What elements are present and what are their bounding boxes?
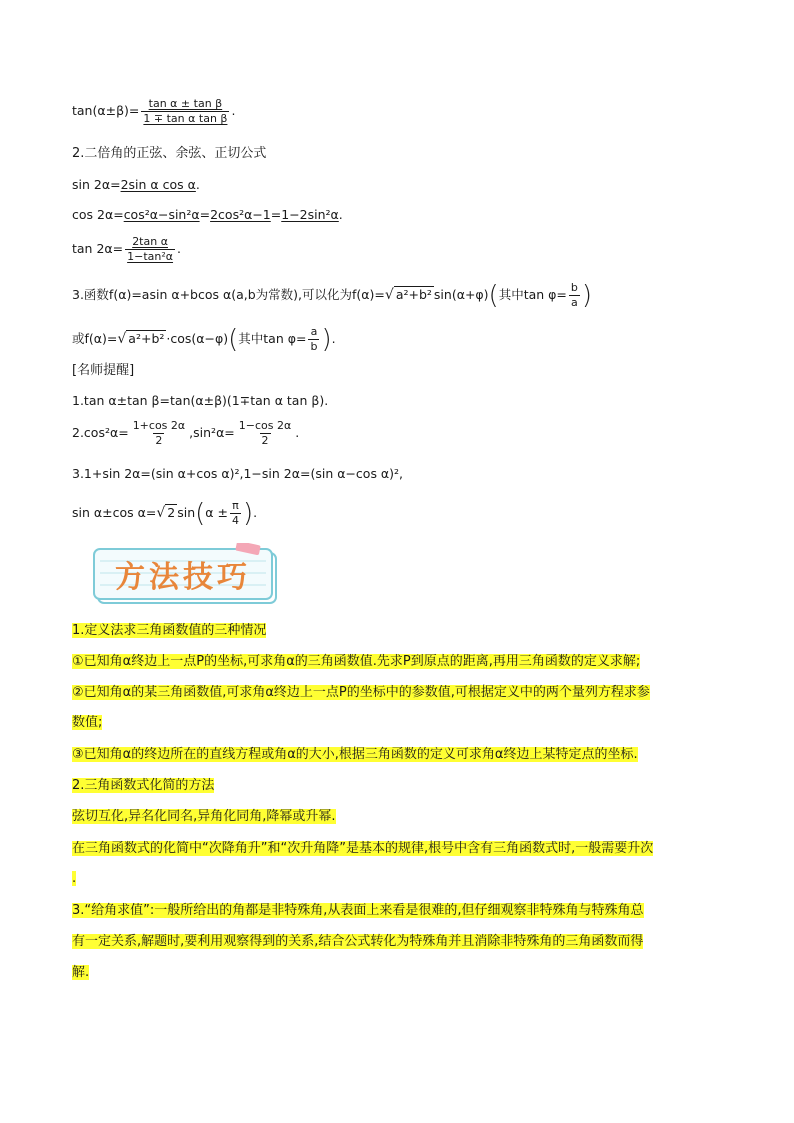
- tip-3: 3.1+sin 2α=(sin α+cos α)²,1−sin 2α=(sin α−cos α)²,: [72, 466, 404, 481]
- formula-text: .: [338, 207, 343, 222]
- tip-heading: [名师提醒]: [72, 363, 135, 378]
- highlight-text: ①已知角α终边上一点P的坐标,可求角α的三角函数值.先求P到原点的距离,再用三角函数的定义求解;: [72, 654, 641, 669]
- formula-text: ·cos(α−φ): [166, 331, 229, 346]
- formula-text: tan(α±β)=: [72, 103, 140, 118]
- fraction-denominator: 1 ∓ tan α tan β: [143, 112, 228, 125]
- formula-text: .: [295, 425, 300, 440]
- fraction: [237, 420, 293, 447]
- formula-blank: 2cos²α−1: [210, 207, 271, 222]
- formula-blank: 2sin α cos α: [120, 177, 196, 192]
- tan2-formula: [72, 236, 181, 263]
- left-paren: (: [228, 324, 239, 355]
- method-item-1: [72, 651, 640, 673]
- left-paren: (: [488, 280, 499, 311]
- sqrt-icon: √: [156, 505, 166, 521]
- method-item-6-end: [72, 962, 89, 984]
- formula-blank: 1−2sin²α: [281, 207, 339, 222]
- sqrt-icon: √: [117, 331, 127, 347]
- method-item-3: [72, 744, 638, 766]
- fraction-numerator: b: [570, 281, 578, 294]
- fraction-numerator: π: [232, 499, 239, 512]
- formula-text: tan 2α=: [72, 241, 124, 256]
- formula-text: 2.cos²α=: [72, 425, 129, 440]
- method-item-2-cont: [72, 712, 102, 734]
- highlight-text: ②已知角α的某三角函数值,可求角α终边上一点P的坐标中的参数值,可根据定义中的两个量列方程求参: [72, 685, 650, 700]
- tip-1: 1.tan α±tan β=tan(α±β)(1∓tan α tan β).: [72, 393, 329, 408]
- fraction-numerator: 1−cos 2α: [238, 419, 292, 432]
- highlight-text: 弦切互化,异名化同名,异角化同角,降幂或升幂.: [72, 809, 336, 824]
- highlight-text: ③已知角α的终边所在的直线方程或角α的大小,根据三角函数的定义可求角α终边上某特定点的坐标.: [72, 747, 638, 762]
- formula-text: 或f(α)=: [72, 331, 118, 346]
- formula-text: 其中tan φ=: [238, 331, 307, 346]
- right-paren: ): [581, 280, 593, 311]
- formula-text: sin α±cos α=: [72, 505, 157, 520]
- formula-text: .: [177, 241, 182, 256]
- highlight-text: 有一定关系,解题时,要利用观察得到的关系,结合公式转化为特殊角并且消除非特殊角的三角函数而得: [72, 934, 644, 949]
- cos2-formula: [72, 206, 343, 224]
- fraction: [125, 236, 175, 263]
- highlight-text: 2.三角函数式化简的方法: [72, 778, 215, 793]
- radicand: a²+b²: [395, 287, 432, 302]
- tip-4: [72, 500, 257, 527]
- formula-text: .: [195, 177, 200, 192]
- fraction: [308, 326, 319, 353]
- formula-text: =: [199, 207, 211, 222]
- formula-text: sin: [177, 505, 196, 520]
- section-heading-double-angle: 2.二倍角的正弦、余弦、正切公式: [72, 146, 267, 161]
- tan-sum-formula: [72, 98, 235, 125]
- method-heading-1: [72, 620, 266, 642]
- formula-text: 3.函数f(α)=asin α+bcos α(a,b为常数),可以化为f(α)=: [72, 287, 385, 302]
- fraction-numerator: 1+cos 2α: [132, 419, 186, 432]
- fraction: [230, 500, 241, 527]
- formula-text: sin 2α=: [72, 177, 121, 192]
- method-heading-2: [72, 775, 214, 797]
- fraction: [569, 282, 580, 309]
- method-item-5-cont: [72, 868, 76, 890]
- sqrt-icon: √: [384, 287, 394, 303]
- method-item-6: [72, 900, 644, 922]
- fraction-denominator: a: [571, 296, 578, 309]
- right-paren: ): [321, 324, 332, 355]
- formula-text: .: [331, 331, 336, 346]
- fraction-numerator: tan α ± tan β: [148, 97, 223, 110]
- formula-text: =: [270, 207, 282, 222]
- fraction-denominator: 4: [231, 514, 239, 527]
- radicand: 2: [167, 505, 176, 520]
- fraction-denominator: 1−tan²α: [127, 250, 174, 263]
- highlight-text: 在三角函数式的化简中“次降角升”和“次升角降”是基本的规律,根号中含有三角函数式时,一般需要升次: [72, 841, 654, 856]
- fraction-numerator: 2tan α: [132, 235, 168, 248]
- method-item-6-cont: [72, 931, 643, 953]
- tip-2: [72, 420, 299, 447]
- highlight-text: 解.: [72, 965, 90, 980]
- right-paren: ): [242, 498, 254, 529]
- formula-text: α ±: [205, 505, 228, 520]
- highlight-text: .: [72, 871, 77, 886]
- formula-text: cos 2α=: [72, 207, 124, 222]
- highlight-text: 数值;: [72, 715, 103, 730]
- fraction-numerator: a: [310, 325, 318, 338]
- fraction-denominator: 2: [155, 434, 163, 447]
- formula-text: 其中tan φ=: [498, 287, 567, 302]
- radicand: a²+b²: [128, 331, 165, 346]
- highlight-text: 3.“给角求值”:一般所给出的角都是非特殊角,从表面上来看是很难的,但仔细观察非特殊角与特殊角总: [72, 903, 644, 918]
- auxiliary-angle-formula-1: [72, 282, 592, 309]
- left-paren: (: [195, 498, 206, 529]
- fraction: [141, 98, 229, 125]
- method-item-5: [72, 838, 653, 860]
- method-item-4: [72, 806, 336, 828]
- method-banner: [86, 543, 280, 605]
- formula-text: ,sin²α=: [189, 425, 235, 440]
- formula-text: .: [231, 103, 236, 118]
- formula-text: .: [253, 505, 258, 520]
- fraction-denominator: 2: [261, 434, 269, 447]
- banner-title: 方法技巧: [115, 560, 251, 595]
- method-item-2: [72, 682, 650, 704]
- highlight-text: 1.定义法求三角函数值的三种情况: [72, 623, 267, 638]
- fraction: [131, 420, 187, 447]
- fraction-denominator: b: [310, 340, 318, 353]
- sin2-formula: [72, 176, 200, 194]
- formula-blank: cos²α−sin²α: [123, 207, 200, 222]
- formula-text: sin(α+φ): [433, 287, 489, 302]
- auxiliary-angle-formula-2: [72, 326, 336, 353]
